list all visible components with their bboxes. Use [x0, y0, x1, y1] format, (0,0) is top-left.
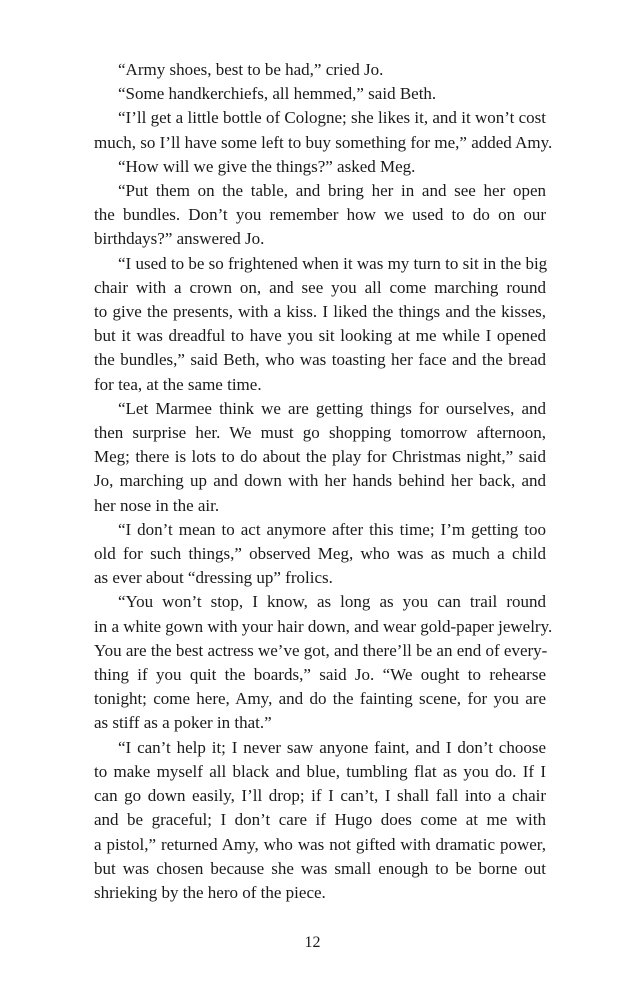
- text-line: “I can’t help it; I never saw anyone faint, and I don’t choose: [118, 737, 546, 757]
- text-line: You are the best actress we’ve got, and there’ll be an end of every-: [94, 640, 548, 660]
- text-line: thing if you quit the boards,” said Jo. “We ought to rehearse: [94, 665, 546, 685]
- text-line: Jo, marching up and down with her hands behind her back, and: [94, 471, 546, 491]
- text-line: as stiff as a poker in that.”: [94, 713, 272, 733]
- text-line: for tea, at the same time.: [94, 374, 262, 394]
- text-line: chair with a crown on, and see you all come marching round: [94, 277, 546, 297]
- text-line: “Some handkerchiefs, all hemmed,” said Beth.: [118, 84, 437, 104]
- text-line: then surprise her. We must go shopping tomorrow afternoon,: [94, 423, 546, 443]
- text-line: and be graceful; I don’t care if Hugo does come at me with: [94, 810, 546, 830]
- text-line: “How will we give the things?” asked Meg.: [118, 156, 416, 176]
- paragraph: [70, 518, 546, 591]
- text-line: Meg; there is lots to do about the play for Christmas night,” said: [94, 447, 546, 467]
- text-line: in a white gown with your hair down, and wear gold-paper jewelry.: [94, 616, 553, 636]
- text-line: to make myself all black and blue, tumbling flat as you do. If I: [94, 761, 546, 781]
- paragraph: [70, 155, 546, 179]
- text-line: but was chosen because she was small enough to be borne out: [94, 858, 546, 878]
- text-line: a pistol,” returned Amy, who was not gifted with dramatic power,: [94, 834, 546, 854]
- text-line: “I used to be so frightened when it was my turn to sit in the big: [118, 253, 548, 273]
- page-number: 12: [304, 934, 321, 951]
- text-line: the bundles. Don’t you remember how we used to do on our: [94, 205, 546, 225]
- paragraph: [70, 58, 546, 82]
- text-line: birthdays?” answered Jo.: [94, 229, 265, 249]
- text-line: can go down easily, I’ll drop; if I can’t, I shall fall into a chair: [94, 786, 546, 806]
- text-line: “Army shoes, best to be had,” cried Jo.: [118, 60, 384, 79]
- text-line: her nose in the air.: [94, 495, 220, 515]
- text-line: “You won’t stop, I know, as long as you can trail round: [118, 592, 546, 612]
- book-page-text: [70, 58, 553, 905]
- text-line: tonight; come here, Amy, and do the fainting scene, for you are: [94, 689, 546, 709]
- paragraph: [70, 252, 546, 397]
- text-line: “Let Marmee think we are getting things for ourselves, and: [118, 398, 546, 418]
- text-line: “I don’t mean to act anymore after this time; I’m getting too: [118, 519, 546, 539]
- paragraph: [70, 179, 546, 252]
- text-line: old for such things,” observed Meg, who was as much a child: [94, 544, 546, 564]
- paragraph: [70, 82, 546, 106]
- text-line: shrieking by the hero of the piece.: [94, 882, 326, 902]
- paragraph: [70, 106, 553, 154]
- text-line: the bundles,” said Beth, who was toasting her face and the bread: [94, 350, 546, 370]
- text-line: “Put them on the table, and bring her in and see her open: [118, 181, 546, 201]
- paragraph: [70, 590, 553, 735]
- text-line: much, so I’ll have some left to buy something for me,” added Amy.: [94, 132, 553, 152]
- text-line: but it was dreadful to have you sit looking at me while I opened: [94, 326, 546, 346]
- paragraph: [70, 736, 546, 905]
- paragraph: [70, 397, 546, 518]
- text-line: to give the presents, with a kiss. I liked the things and the kisses,: [94, 302, 546, 322]
- text-line: “I’ll get a little bottle of Cologne; she likes it, and it won’t cost: [118, 108, 546, 128]
- text-line: as ever about “dressing up” frolics.: [94, 568, 333, 588]
